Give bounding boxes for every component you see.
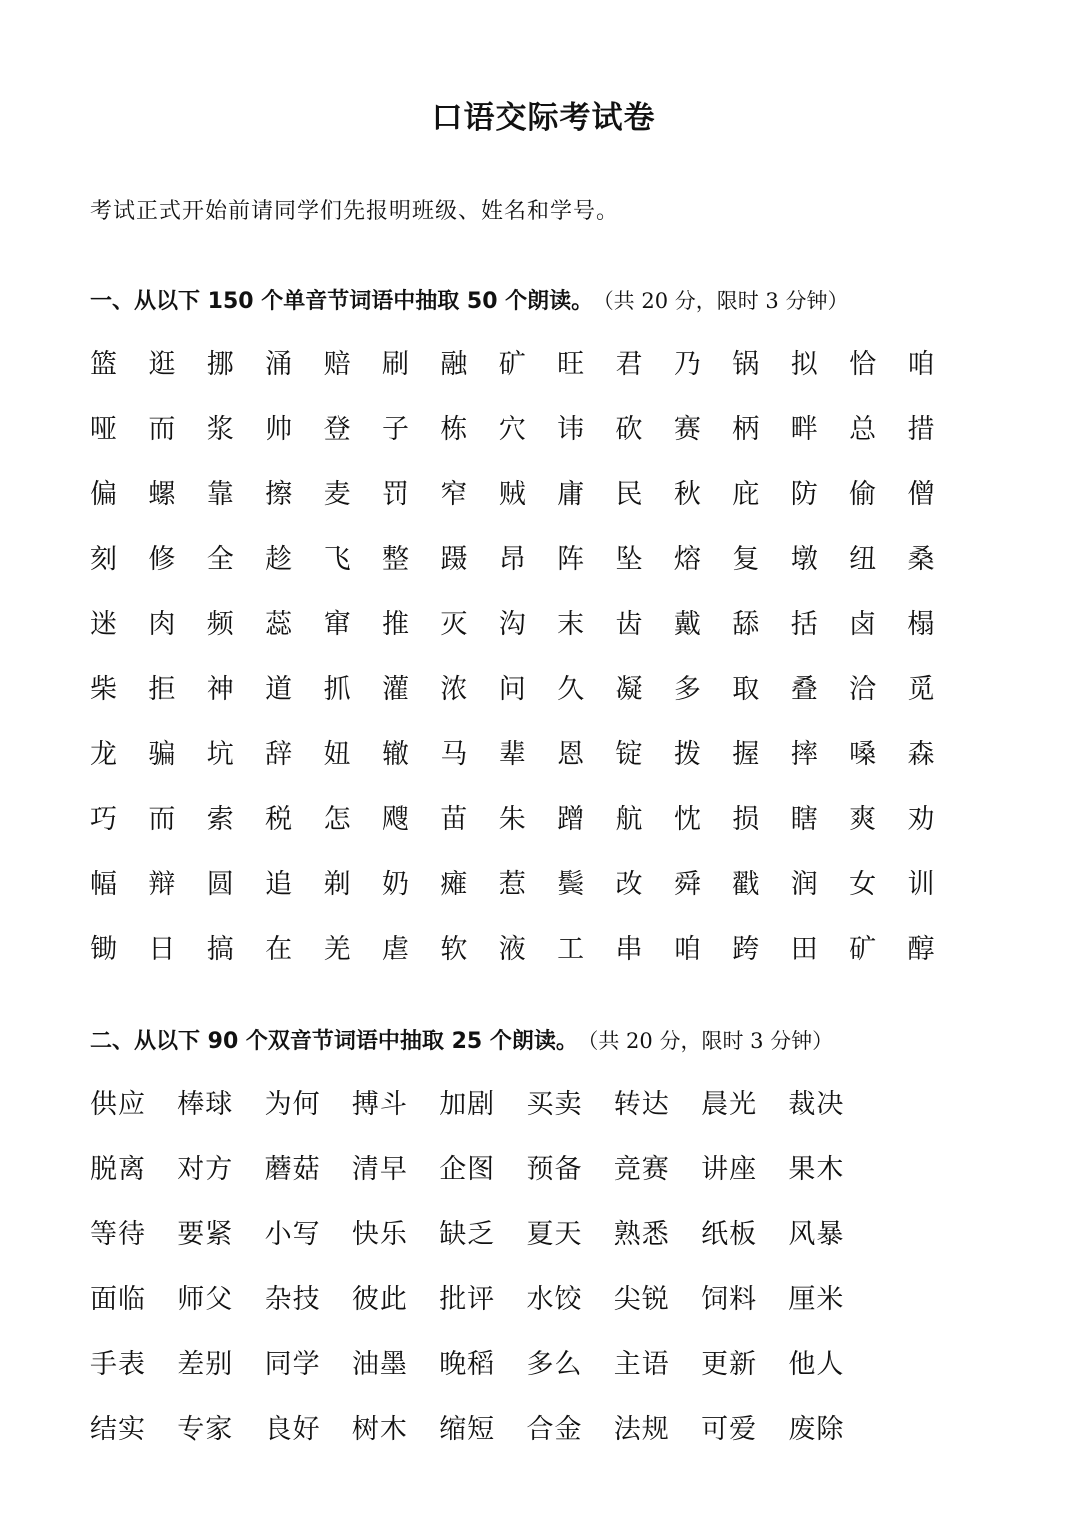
single-word: 坑 (206, 739, 234, 770)
double-word: 主语 (613, 1349, 670, 1380)
single-word: 肉 (148, 609, 176, 640)
single-word: 舜 (673, 869, 701, 900)
section-1-title: 一、从以下 150 个单音节词语中抽取 50 个朗读。 (90, 289, 594, 314)
double-word: 晚稻 (439, 1349, 496, 1380)
single-word: 串 (615, 934, 643, 965)
single-word: 坠 (615, 544, 643, 575)
single-word: 朱 (498, 804, 526, 835)
word-row (90, 1134, 876, 1199)
double-word: 合金 (526, 1414, 583, 1445)
single-word: 觅 (907, 674, 935, 705)
single-word: 庇 (732, 479, 760, 510)
double-word: 对方 (177, 1154, 234, 1185)
single-word: 锅 (732, 349, 760, 380)
single-word: 跨 (732, 934, 760, 965)
single-word: 虐 (381, 934, 409, 965)
double-word: 缺乏 (439, 1219, 496, 1250)
single-word: 怎 (323, 804, 351, 835)
single-syllable-grid (90, 329, 966, 979)
single-word: 劝 (907, 804, 935, 835)
single-word: 日 (148, 934, 176, 965)
single-word: 蹑 (440, 544, 468, 575)
single-word: 总 (849, 414, 877, 445)
double-word: 夏天 (526, 1219, 583, 1250)
double-word: 法规 (613, 1414, 670, 1445)
double-word: 废除 (788, 1414, 845, 1445)
single-word: 瘫 (440, 869, 468, 900)
double-word: 脱离 (90, 1154, 146, 1185)
single-word: 赔 (323, 349, 351, 380)
double-word: 清早 (351, 1154, 408, 1185)
double-word: 彼此 (351, 1284, 408, 1315)
single-word: 齿 (615, 609, 643, 640)
word-row (90, 329, 966, 394)
single-word: 贼 (498, 479, 526, 510)
single-word: 辈 (498, 739, 526, 770)
single-word: 在 (265, 934, 293, 965)
double-word: 转达 (613, 1089, 670, 1120)
single-word: 刻 (90, 544, 117, 575)
double-word: 买卖 (526, 1089, 583, 1120)
single-word: 墩 (790, 544, 818, 575)
double-word: 他人 (788, 1349, 845, 1380)
double-word: 纸板 (701, 1219, 758, 1250)
single-word: 涌 (265, 349, 293, 380)
single-word: 摔 (790, 739, 818, 770)
single-word: 幅 (90, 869, 117, 900)
single-word: 妞 (323, 739, 351, 770)
word-row (90, 654, 966, 719)
single-word: 窄 (440, 479, 468, 510)
single-word: 辞 (265, 739, 293, 770)
single-word: 而 (148, 414, 176, 445)
double-word: 棒球 (177, 1089, 234, 1120)
single-word: 畔 (790, 414, 818, 445)
double-word: 多么 (526, 1349, 583, 1380)
double-word: 讲座 (701, 1154, 758, 1185)
double-word: 等待 (90, 1219, 146, 1250)
single-word: 索 (206, 804, 234, 835)
single-word: 纽 (849, 544, 877, 575)
single-word: 多 (673, 674, 701, 705)
single-word: 骗 (148, 739, 176, 770)
section-2-title: 二、从以下 90 个双音节词语中抽取 25 个朗读。 (90, 1029, 578, 1054)
double-word: 加剧 (439, 1089, 496, 1120)
single-word: 田 (790, 934, 818, 965)
single-word: 软 (440, 934, 468, 965)
single-word: 擦 (265, 479, 293, 510)
single-word: 民 (615, 479, 643, 510)
double-word: 晨光 (701, 1089, 758, 1120)
single-word: 苗 (440, 804, 468, 835)
single-word: 穴 (498, 414, 526, 445)
single-word: 拟 (790, 349, 818, 380)
single-word: 矿 (849, 934, 877, 965)
single-word: 嗓 (849, 739, 877, 770)
single-word: 锄 (90, 934, 117, 965)
single-word: 频 (206, 609, 234, 640)
single-word: 趁 (265, 544, 293, 575)
single-word: 握 (732, 739, 760, 770)
single-word: 阵 (557, 544, 585, 575)
single-word: 蹭 (557, 804, 585, 835)
single-word: 瞎 (790, 804, 818, 835)
single-word: 问 (498, 674, 526, 705)
single-word: 液 (498, 934, 526, 965)
single-word: 浆 (206, 414, 234, 445)
single-word: 修 (148, 544, 176, 575)
single-word: 螺 (148, 479, 176, 510)
double-word: 搏斗 (351, 1089, 408, 1120)
single-word: 赛 (673, 414, 701, 445)
single-word: 末 (557, 609, 585, 640)
single-word: 奶 (381, 869, 409, 900)
word-row (90, 394, 966, 459)
double-word: 杂技 (264, 1284, 321, 1315)
double-word: 树木 (351, 1414, 408, 1445)
double-word: 快乐 (351, 1219, 408, 1250)
single-word: 取 (732, 674, 760, 705)
single-word: 桑 (907, 544, 935, 575)
single-word: 灌 (381, 674, 409, 705)
word-row (90, 719, 966, 784)
single-word: 惹 (498, 869, 526, 900)
double-word: 专家 (177, 1414, 234, 1445)
single-word: 润 (790, 869, 818, 900)
word-row (90, 1394, 876, 1459)
double-word: 面临 (90, 1284, 146, 1315)
single-word: 道 (265, 674, 293, 705)
word-row (90, 784, 966, 849)
single-word: 旺 (557, 349, 585, 380)
single-word: 庸 (557, 479, 585, 510)
single-word: 拒 (148, 674, 176, 705)
single-word: 秋 (673, 479, 701, 510)
page-title: 口语交际考试卷 (431, 100, 656, 136)
single-word: 飕 (381, 804, 409, 835)
single-word: 砍 (615, 414, 643, 445)
single-word: 拨 (673, 739, 701, 770)
single-word: 咱 (673, 934, 701, 965)
single-word: 融 (440, 349, 468, 380)
single-word: 整 (381, 544, 409, 575)
double-word: 企图 (439, 1154, 496, 1185)
single-word: 罚 (381, 479, 409, 510)
single-word: 登 (323, 414, 351, 445)
double-word: 供应 (90, 1089, 146, 1120)
single-word: 辩 (148, 869, 176, 900)
single-word: 戳 (732, 869, 760, 900)
single-word: 全 (206, 544, 234, 575)
double-syllable-grid (90, 1069, 876, 1459)
double-word: 裁决 (788, 1089, 845, 1120)
single-word: 矿 (498, 349, 526, 380)
word-row (90, 914, 966, 979)
word-row (90, 849, 966, 914)
double-word: 竞赛 (613, 1154, 670, 1185)
single-word: 措 (907, 414, 935, 445)
word-row (90, 1329, 876, 1394)
single-word: 麦 (323, 479, 351, 510)
double-word: 蘑菇 (264, 1154, 321, 1185)
single-word: 刷 (381, 349, 409, 380)
single-word: 神 (206, 674, 234, 705)
single-word: 昂 (498, 544, 526, 575)
double-word: 师父 (177, 1284, 234, 1315)
single-word: 女 (849, 869, 877, 900)
word-row (90, 524, 966, 589)
single-word: 鬓 (557, 869, 585, 900)
single-word: 航 (615, 804, 643, 835)
single-word: 凝 (615, 674, 643, 705)
single-word: 戴 (673, 609, 701, 640)
double-word: 果木 (788, 1154, 845, 1185)
single-word: 偷 (849, 479, 877, 510)
section-2-note: （共 20 分，限时 3 分钟） (587, 1029, 834, 1053)
single-word: 挪 (206, 349, 234, 380)
single-word: 括 (790, 609, 818, 640)
single-word: 辙 (381, 739, 409, 770)
single-word: 篮 (90, 349, 117, 380)
single-word: 蕊 (265, 609, 293, 640)
double-word: 为何 (264, 1089, 321, 1120)
single-word: 推 (381, 609, 409, 640)
double-word: 预备 (526, 1154, 583, 1185)
double-word: 批评 (439, 1284, 496, 1315)
double-word: 要紧 (177, 1219, 234, 1250)
double-word: 饲料 (701, 1284, 758, 1315)
single-word: 卤 (849, 609, 877, 640)
single-word: 咱 (907, 349, 935, 380)
single-word: 久 (557, 674, 585, 705)
single-word: 哑 (90, 414, 117, 445)
double-word: 可爱 (701, 1414, 758, 1445)
single-word: 熔 (673, 544, 701, 575)
single-word: 马 (440, 739, 468, 770)
single-word: 爽 (849, 804, 877, 835)
single-word: 忱 (673, 804, 701, 835)
single-word: 搞 (206, 934, 234, 965)
double-word: 缩短 (439, 1414, 496, 1445)
double-word: 风暴 (788, 1219, 845, 1250)
single-word: 巧 (90, 804, 117, 835)
single-word: 工 (557, 934, 585, 965)
single-word: 君 (615, 349, 643, 380)
double-word: 同学 (264, 1349, 321, 1380)
single-word: 而 (148, 804, 176, 835)
single-word: 抓 (323, 674, 351, 705)
single-word: 迷 (90, 609, 117, 640)
word-row (90, 1264, 876, 1329)
word-row (90, 459, 966, 524)
single-word: 复 (732, 544, 760, 575)
single-word: 醇 (907, 934, 935, 965)
double-word: 差别 (177, 1349, 234, 1380)
single-word: 柴 (90, 674, 117, 705)
single-word: 讳 (557, 414, 585, 445)
single-word: 灭 (440, 609, 468, 640)
single-word: 防 (790, 479, 818, 510)
single-word: 栋 (440, 414, 468, 445)
single-word: 锭 (615, 739, 643, 770)
double-word: 厘米 (788, 1284, 845, 1315)
single-word: 圆 (206, 869, 234, 900)
single-word: 恩 (557, 739, 585, 770)
single-word: 龙 (90, 739, 117, 770)
single-word: 沟 (498, 609, 526, 640)
single-word: 逛 (148, 349, 176, 380)
single-word: 子 (381, 414, 409, 445)
double-word: 尖锐 (613, 1284, 670, 1315)
single-word: 榻 (907, 609, 935, 640)
single-word: 剃 (323, 869, 351, 900)
single-word: 僧 (907, 479, 935, 510)
double-word: 结实 (90, 1414, 146, 1445)
single-word: 浓 (440, 674, 468, 705)
word-row (90, 1199, 876, 1264)
section-1-heading (90, 284, 848, 315)
single-word: 洽 (849, 674, 877, 705)
double-word: 手表 (90, 1349, 146, 1380)
single-word: 舔 (732, 609, 760, 640)
single-word: 恰 (849, 349, 877, 380)
single-word: 乃 (673, 349, 701, 380)
double-word: 更新 (701, 1349, 758, 1380)
double-word: 良好 (264, 1414, 321, 1445)
single-word: 柄 (732, 414, 760, 445)
double-word: 水饺 (526, 1284, 583, 1315)
single-word: 窜 (323, 609, 351, 640)
section-1-note: （共 20 分，限时 3 分钟） (603, 289, 849, 313)
word-row (90, 1069, 876, 1134)
word-row (90, 589, 966, 654)
single-word: 追 (265, 869, 293, 900)
single-word: 羌 (323, 934, 351, 965)
single-word: 森 (907, 739, 935, 770)
single-word: 靠 (206, 479, 234, 510)
double-word: 油墨 (351, 1349, 408, 1380)
single-word: 税 (265, 804, 293, 835)
single-word: 偏 (90, 479, 117, 510)
double-word: 熟悉 (613, 1219, 670, 1250)
single-word: 改 (615, 869, 643, 900)
section-2-heading (90, 1024, 833, 1055)
intro-text: 考试正式开始前请同学们先报明班级、姓名和学号。 (90, 199, 620, 224)
single-word: 叠 (790, 674, 818, 705)
single-word: 训 (907, 869, 935, 900)
single-word: 帅 (265, 414, 293, 445)
single-word: 飞 (323, 544, 351, 575)
double-word: 小写 (264, 1219, 321, 1250)
single-word: 损 (732, 804, 760, 835)
